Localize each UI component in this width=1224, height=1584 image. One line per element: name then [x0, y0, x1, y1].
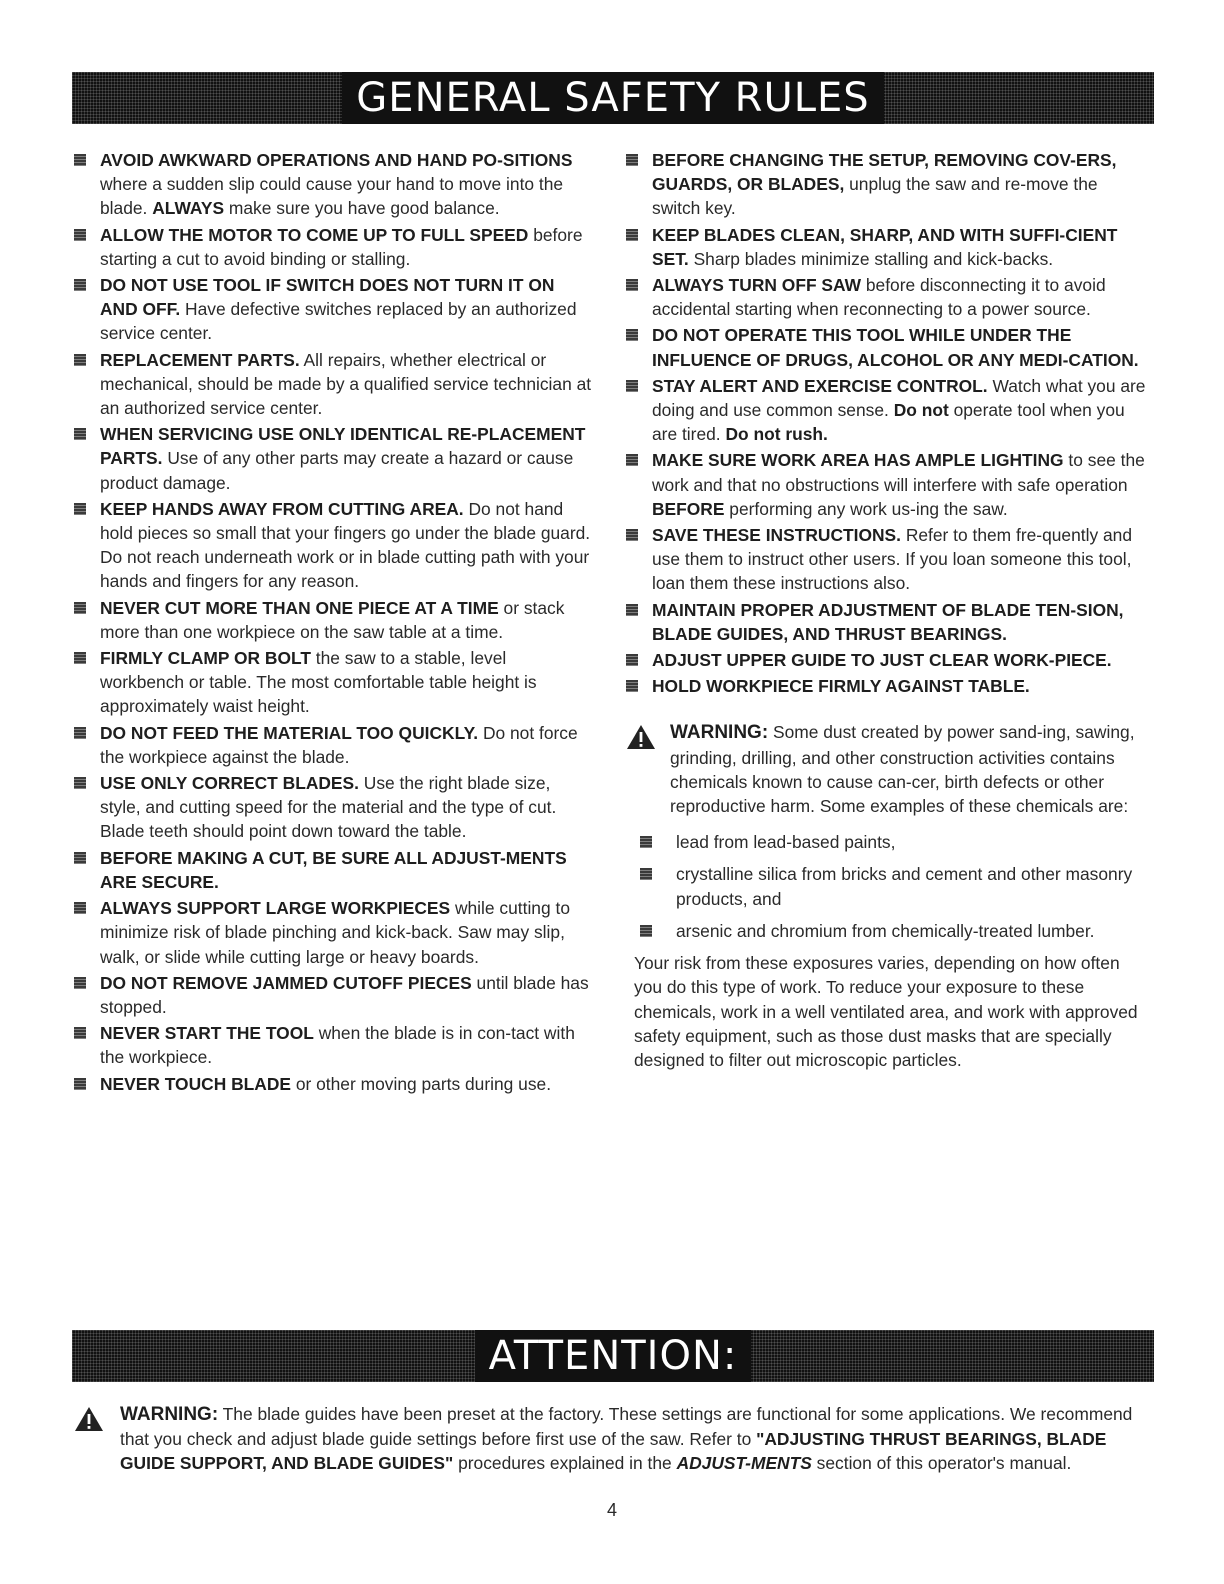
rule-item: MAKE SURE WORK AREA HAS AMPLE LIGHTING to see the work and that no obstructions will interfere with safe operation BEFORE performing any work us-ing the saw.: [624, 448, 1150, 521]
rule-item: HOLD WORKPIECE FIRMLY AGAINST TABLE.: [624, 674, 1150, 698]
bullet-icon: [74, 652, 86, 664]
bullet-icon: [74, 977, 86, 989]
warning-triangle-icon: [74, 1406, 104, 1432]
bullet-icon: [640, 925, 652, 937]
attention-warning: [72, 1402, 1152, 1476]
rule-item: FIRMLY CLAMP OR BOLT the saw to a stable, level workbench or table. The most comfortable table height is approximately waist height.: [72, 646, 594, 719]
attention-warning-text: WARNING: The blade guides have been preset at the factory. These settings are functional for some applications. We recommend that you check and adjust blade guide settings before first use of the saw. Refer to "ADJUSTING THRUST BEARINGS, BLADE GUIDE SUPPORT, AND BLADE GUIDES" procedures explained in the ADJUST-MENTS section of this operator's manual.: [72, 1402, 1152, 1476]
rule-item: DO NOT OPERATE THIS TOOL WHILE UNDER THE INFLUENCE OF DRUGS, ALCOHOL OR ANY MEDI-CATION.: [624, 323, 1150, 371]
bullet-icon: [640, 836, 652, 848]
rule-item: DO NOT USE TOOL IF SWITCH DOES NOT TURN IT ON AND OFF. Have defective switches replaced by an authorized service center.: [72, 273, 594, 346]
rule-item: DO NOT FEED THE MATERIAL TOO QUICKLY. Do not force the workpiece against the blade.: [72, 721, 594, 769]
bullet-icon: [74, 354, 86, 366]
rule-item: NEVER CUT MORE THAN ONE PIECE AT A TIME or stack more than one workpiece on the saw table at a time.: [72, 596, 594, 644]
rule-item: STAY ALERT AND EXERCISE CONTROL. Watch what you are doing and use common sense. Do not operate tool when you are tired. Do not rush.: [624, 374, 1150, 447]
attention-banner: [72, 1330, 1154, 1382]
rule-item: BEFORE CHANGING THE SETUP, REMOVING COV-ERS, GUARDS, OR BLADES, unplug the saw and re-move the switch key.: [624, 148, 1150, 221]
bullet-icon: [626, 380, 638, 392]
bullet-icon: [74, 279, 86, 291]
rule-item: BEFORE MAKING A CUT, BE SURE ALL ADJUST-MENTS ARE SECURE.: [72, 846, 594, 894]
warning-triangle-icon: [626, 724, 656, 750]
title-banner: [72, 72, 1154, 124]
bullet-icon: [74, 602, 86, 614]
bullet-icon: [74, 1027, 86, 1039]
bullet-icon: [626, 604, 638, 616]
rule-item: DO NOT REMOVE JAMMED CUTOFF PIECES until blade has stopped.: [72, 971, 594, 1019]
bullet-icon: [626, 154, 638, 166]
bullet-icon: [74, 902, 86, 914]
left-column: [72, 148, 594, 1098]
rule-item: REPLACEMENT PARTS. All repairs, whether electrical or mechanical, should be made by a qualified service technician at an authorized service center.: [72, 348, 594, 421]
bullet-icon: [74, 503, 86, 515]
bullet-icon: [74, 428, 86, 440]
bullet-icon: [74, 727, 86, 739]
page-number: 4: [606, 1500, 617, 1520]
exposure-paragraph: Your risk from these exposures varies, depending on how often you do this type of work. To reduce your exposure to these chemicals, work in a well ventilated area, and work with approved safety equipment, such as those dust masks that are specially designed to filter out microscopic particles.: [634, 953, 1138, 1070]
bullet-icon: [74, 777, 86, 789]
rule-item: ALWAYS SUPPORT LARGE WORKPIECES while cutting to minimize risk of blade pinching and kick-back. Saw may slip, walk, or slide while cutting large or heavy boards.: [72, 896, 594, 969]
example-item: crystalline silica from bricks and cement and other masonry products, and: [624, 862, 1150, 910]
bullet-icon: [626, 279, 638, 291]
bullet-icon: [626, 229, 638, 241]
bullet-icon: [626, 454, 638, 466]
bullet-icon: [626, 654, 638, 666]
rule-item: NEVER TOUCH BLADE or other moving parts during use.: [72, 1072, 594, 1096]
rule-item: ALWAYS TURN OFF SAW before disconnecting it to avoid accidental starting when reconnecting to a power source.: [624, 273, 1150, 321]
attention-title: ATTENTION:: [475, 1330, 752, 1382]
rule-item: WHEN SERVICING USE ONLY IDENTICAL RE-PLACEMENT PARTS. Use of any other parts may create a hazard or cause product damage.: [72, 422, 594, 495]
rule-item: ADJUST UPPER GUIDE TO JUST CLEAR WORK-PIECE.: [624, 648, 1150, 672]
rule-item: ALLOW THE MOTOR TO COME UP TO FULL SPEED before starting a cut to avoid binding or stalling.: [72, 223, 594, 271]
example-item: lead from lead-based paints,: [624, 830, 1150, 854]
rule-item: AVOID AWKWARD OPERATIONS AND HAND PO-SITIONS where a sudden slip could cause your hand to move into the blade. ALWAYS make sure you have good balance.: [72, 148, 594, 221]
page-title: GENERAL SAFETY RULES: [342, 72, 883, 124]
bullet-icon: [640, 868, 652, 880]
rule-item: NEVER START THE TOOL when the blade is in con-tact with the workpiece.: [72, 1021, 594, 1069]
right-column: [624, 148, 1150, 1072]
rule-item: MAINTAIN PROPER ADJUSTMENT OF BLADE TEN-SION, BLADE GUIDES, AND THRUST BEARINGS.: [624, 598, 1150, 646]
example-item: arsenic and chromium from chemically-treated lumber.: [624, 919, 1150, 943]
dust-warning: WARNING: Some dust created by power sand-ing, sawing, grinding, drilling, and other construction activities contains chemicals known to cause can-cer, birth defects or other reproductive harm. Some examples of these chemicals are:: [624, 720, 1150, 818]
bullet-icon: [74, 229, 86, 241]
bullet-icon: [626, 329, 638, 341]
bullet-icon: [74, 1078, 86, 1090]
bullet-icon: [626, 680, 638, 692]
bullet-icon: [74, 154, 86, 166]
rule-item: USE ONLY CORRECT BLADES. Use the right blade size, style, and cutting speed for the material and the type of cut. Blade teeth should point down toward the table.: [72, 771, 594, 844]
bullet-icon: [74, 852, 86, 864]
rule-item: SAVE THESE INSTRUCTIONS. Refer to them fre-quently and use them to instruct other users. If you loan someone this tool, loan them these instructions also.: [624, 523, 1150, 596]
rule-item: KEEP HANDS AWAY FROM CUTTING AREA. Do not hand hold pieces so small that your fingers go under the blade guard. Do not reach underneath work or in blade cutting path with your hands and fingers for any reason.: [72, 497, 594, 594]
bullet-icon: [626, 529, 638, 541]
rule-item: KEEP BLADES CLEAN, SHARP, AND WITH SUFFI-CIENT SET. Sharp blades minimize stalling and kick-backs.: [624, 223, 1150, 271]
